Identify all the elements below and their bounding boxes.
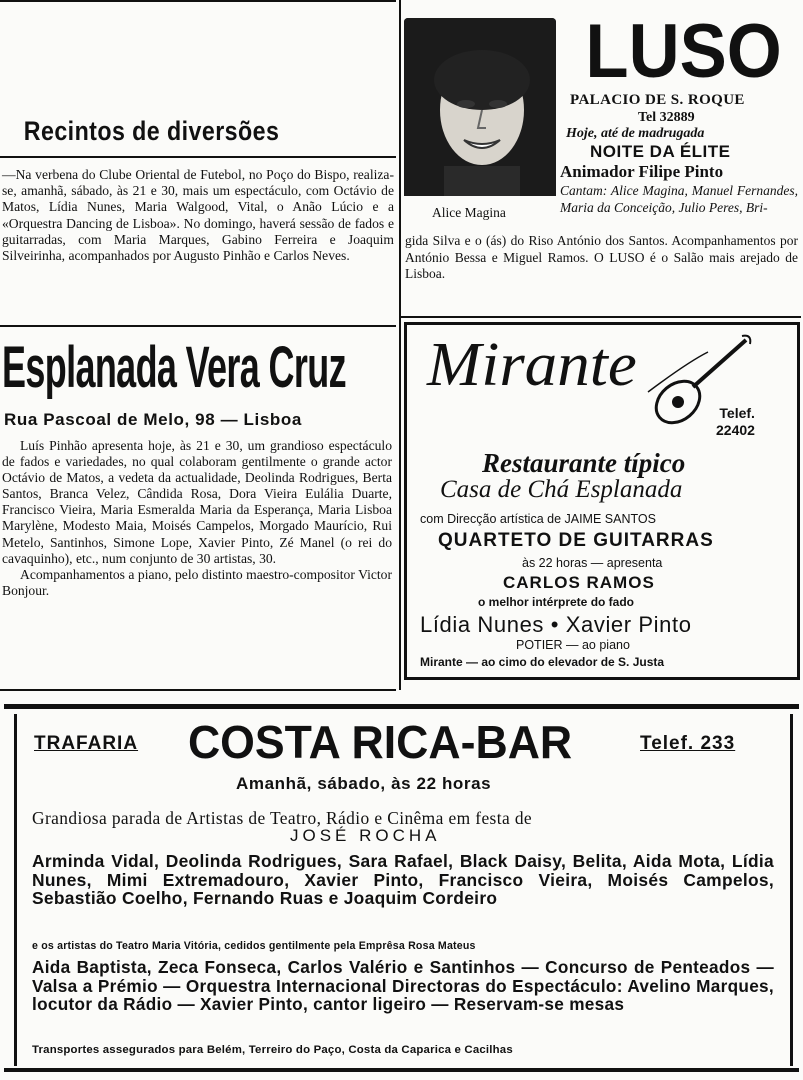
luso-bottom-rule [401, 316, 801, 318]
luso-schedule: Hoje, até de madrugada [566, 126, 705, 141]
costa-left-rule [14, 714, 17, 1066]
costa-phone: Telef. 233 [640, 733, 736, 754]
costa-bottom-rule [4, 1068, 799, 1072]
luso-singers-text: Cantam: Alice Magina, Manuel Fernandes, Maria da Conceição, Julio Peres, Bri- [560, 183, 798, 215]
photo-caption: Alice Magina [432, 205, 506, 220]
esplanada-address: Rua Pascoal de Melo, 98 — Lisboa [4, 410, 302, 429]
luso-title: LUSO [585, 9, 782, 94]
recintos-title-rule [0, 156, 396, 158]
mirante-singers: Lídia Nunes • Xavier Pinto [420, 612, 692, 637]
costa-right-rule [790, 714, 793, 1066]
mirante-time: às 22 horas — apresenta [522, 556, 663, 570]
esplanada-bottom-rule [0, 689, 396, 691]
luso-description-text: gida Silva e o (ás) do Riso António dos Santos. Acompanhamentos por António Bessa e Miguel Ramos. O LUSO é o Salão mais arejado de Lisboa. [405, 233, 798, 282]
costa-top-rule [4, 704, 799, 709]
top-left-rule [0, 0, 396, 2]
mirante-direction: com Direcção artística de JAIME SANTOS [420, 512, 656, 526]
esplanada-title: Esplanada Vera Cruz [2, 335, 346, 400]
costa-date: Amanhã, sábado, às 22 horas [236, 774, 492, 793]
esplanada-body [2, 438, 392, 599]
costa-title: COSTA RICA-BAR [187, 716, 573, 768]
costa-program: Aida Baptista, Zeca Fonseca, Carlos Valério e Santinhos — Concurso de Penteados — Valsa a Prémio — Orquestra Internacional Directoras do Espectáculo: Avelino Marques, locutor da Rádio — Xavier Pinto, cantor ligeiro — Reservam-se mesas [32, 957, 774, 1015]
portrait-image [404, 18, 556, 196]
esplanada-paragraph-piano: Acompanhamentos a piano, pelo distinto maestro-compositor Victor Bonjour. [2, 566, 392, 598]
mirante-tel-label: Telef. [719, 405, 755, 421]
costa-transport: Transportes assegurados para Belém, Terreiro do Paço, Costa da Caparica e Cacilhas [32, 1044, 513, 1056]
costa-intro: Grandiosa parada de Artistas de Teatro, Rádio e Cinêma em festa de [32, 808, 533, 828]
luso-phone: Tel 32889 [638, 110, 695, 125]
recintos-paragraph: —Na verbena do Clube Oriental de Futebol, no Poço do Bispo, realiza-se, amanhã, sábado, às 21 e 30, mais um espectáculo, com Octávio de Matos, Lídia Nunes, Maria Walgood, Vital, o Anão Lúcio e a «Orquestra Dancing de Lisboa». No domingo, haverá sessão de fados e guitarradas, com Maria Marques, Gabino Ferreira e Joaquim Silveirinha, acompanhados por Augusto Pinhão e Carlos Neves. [2, 167, 394, 264]
mirante-subtitle-tea-house: Casa de Chá Esplanada [440, 476, 683, 503]
costa-honoree: JOSÉ ROCHA [290, 826, 441, 845]
center-vertical-rule [399, 0, 401, 690]
mirante-logo: Mirante [427, 331, 637, 399]
mirante-performer-description: o melhor intérprete do fado [478, 595, 635, 609]
recintos-bottom-rule [0, 325, 396, 327]
luso-event-title: NOITE DA ÉLITE [590, 142, 731, 161]
esplanada-paragraph: Luís Pinhão apresenta hoje, às 21 e 30, um grandioso espectáculo de fados e variedades, no qual colaboram gentilmente o grande actor Octávio de Matos, a vedeta da actualidade, Deolinda Rodrigues, Berta Santos, Branca Velez, Cândida Rosa, Dora Vieira Eulália Duarte, Francisco Vieira, Maria Esmeralda Maria da Esperança, Maria Lisboa Marylène, Modesto Maia, Moisés Campelos, Morgado Maurício, Rui Metelo, Santinhos, Simone Lope, Xavier Pinto, Zé Manel (o rei do cavaquinho), etc., num conjunto de 30 artistas, 30. [2, 438, 392, 566]
costa-trafaria-label: TRAFARIA [34, 733, 139, 754]
mirante-performer: CARLOS RAMOS [503, 573, 655, 592]
costa-ceded-note: e os artistas do Teatro Maria Vitória, cedidos gentilmente pela Emprêsa Rosa Mateus [32, 940, 476, 952]
mirante-subtitle-restaurant: Restaurante típico [482, 448, 686, 478]
luso-venue: PALACIO DE S. ROQUE [570, 92, 745, 108]
mirante-quartet: QUARTETO DE GUITARRAS [438, 530, 714, 551]
mirante-piano: POTIER — ao piano [516, 638, 630, 652]
mirante-tel-number: 22402 [716, 422, 755, 438]
mirante-phone [716, 405, 755, 439]
recintos-title: Recintos de diversões [23, 116, 280, 146]
costa-artists-list: Arminda Vidal, Deolinda Rodrigues, Sara Rafael, Black Daisy, Belita, Aida Mota, Lídia Nunes, Mimi Extremadouro, Xavier Pinto, Francisco Vieira, Moisés Campelos, Sebastião Coelho, Fernando Ruas e Joaquim Cordeiro [32, 851, 774, 909]
mirante-location: Mirante — ao cimo do elevador de S. Justa [420, 655, 665, 669]
luso-animator: Animador Filipe Pinto [560, 162, 724, 181]
alice-magina-photo [404, 18, 556, 196]
